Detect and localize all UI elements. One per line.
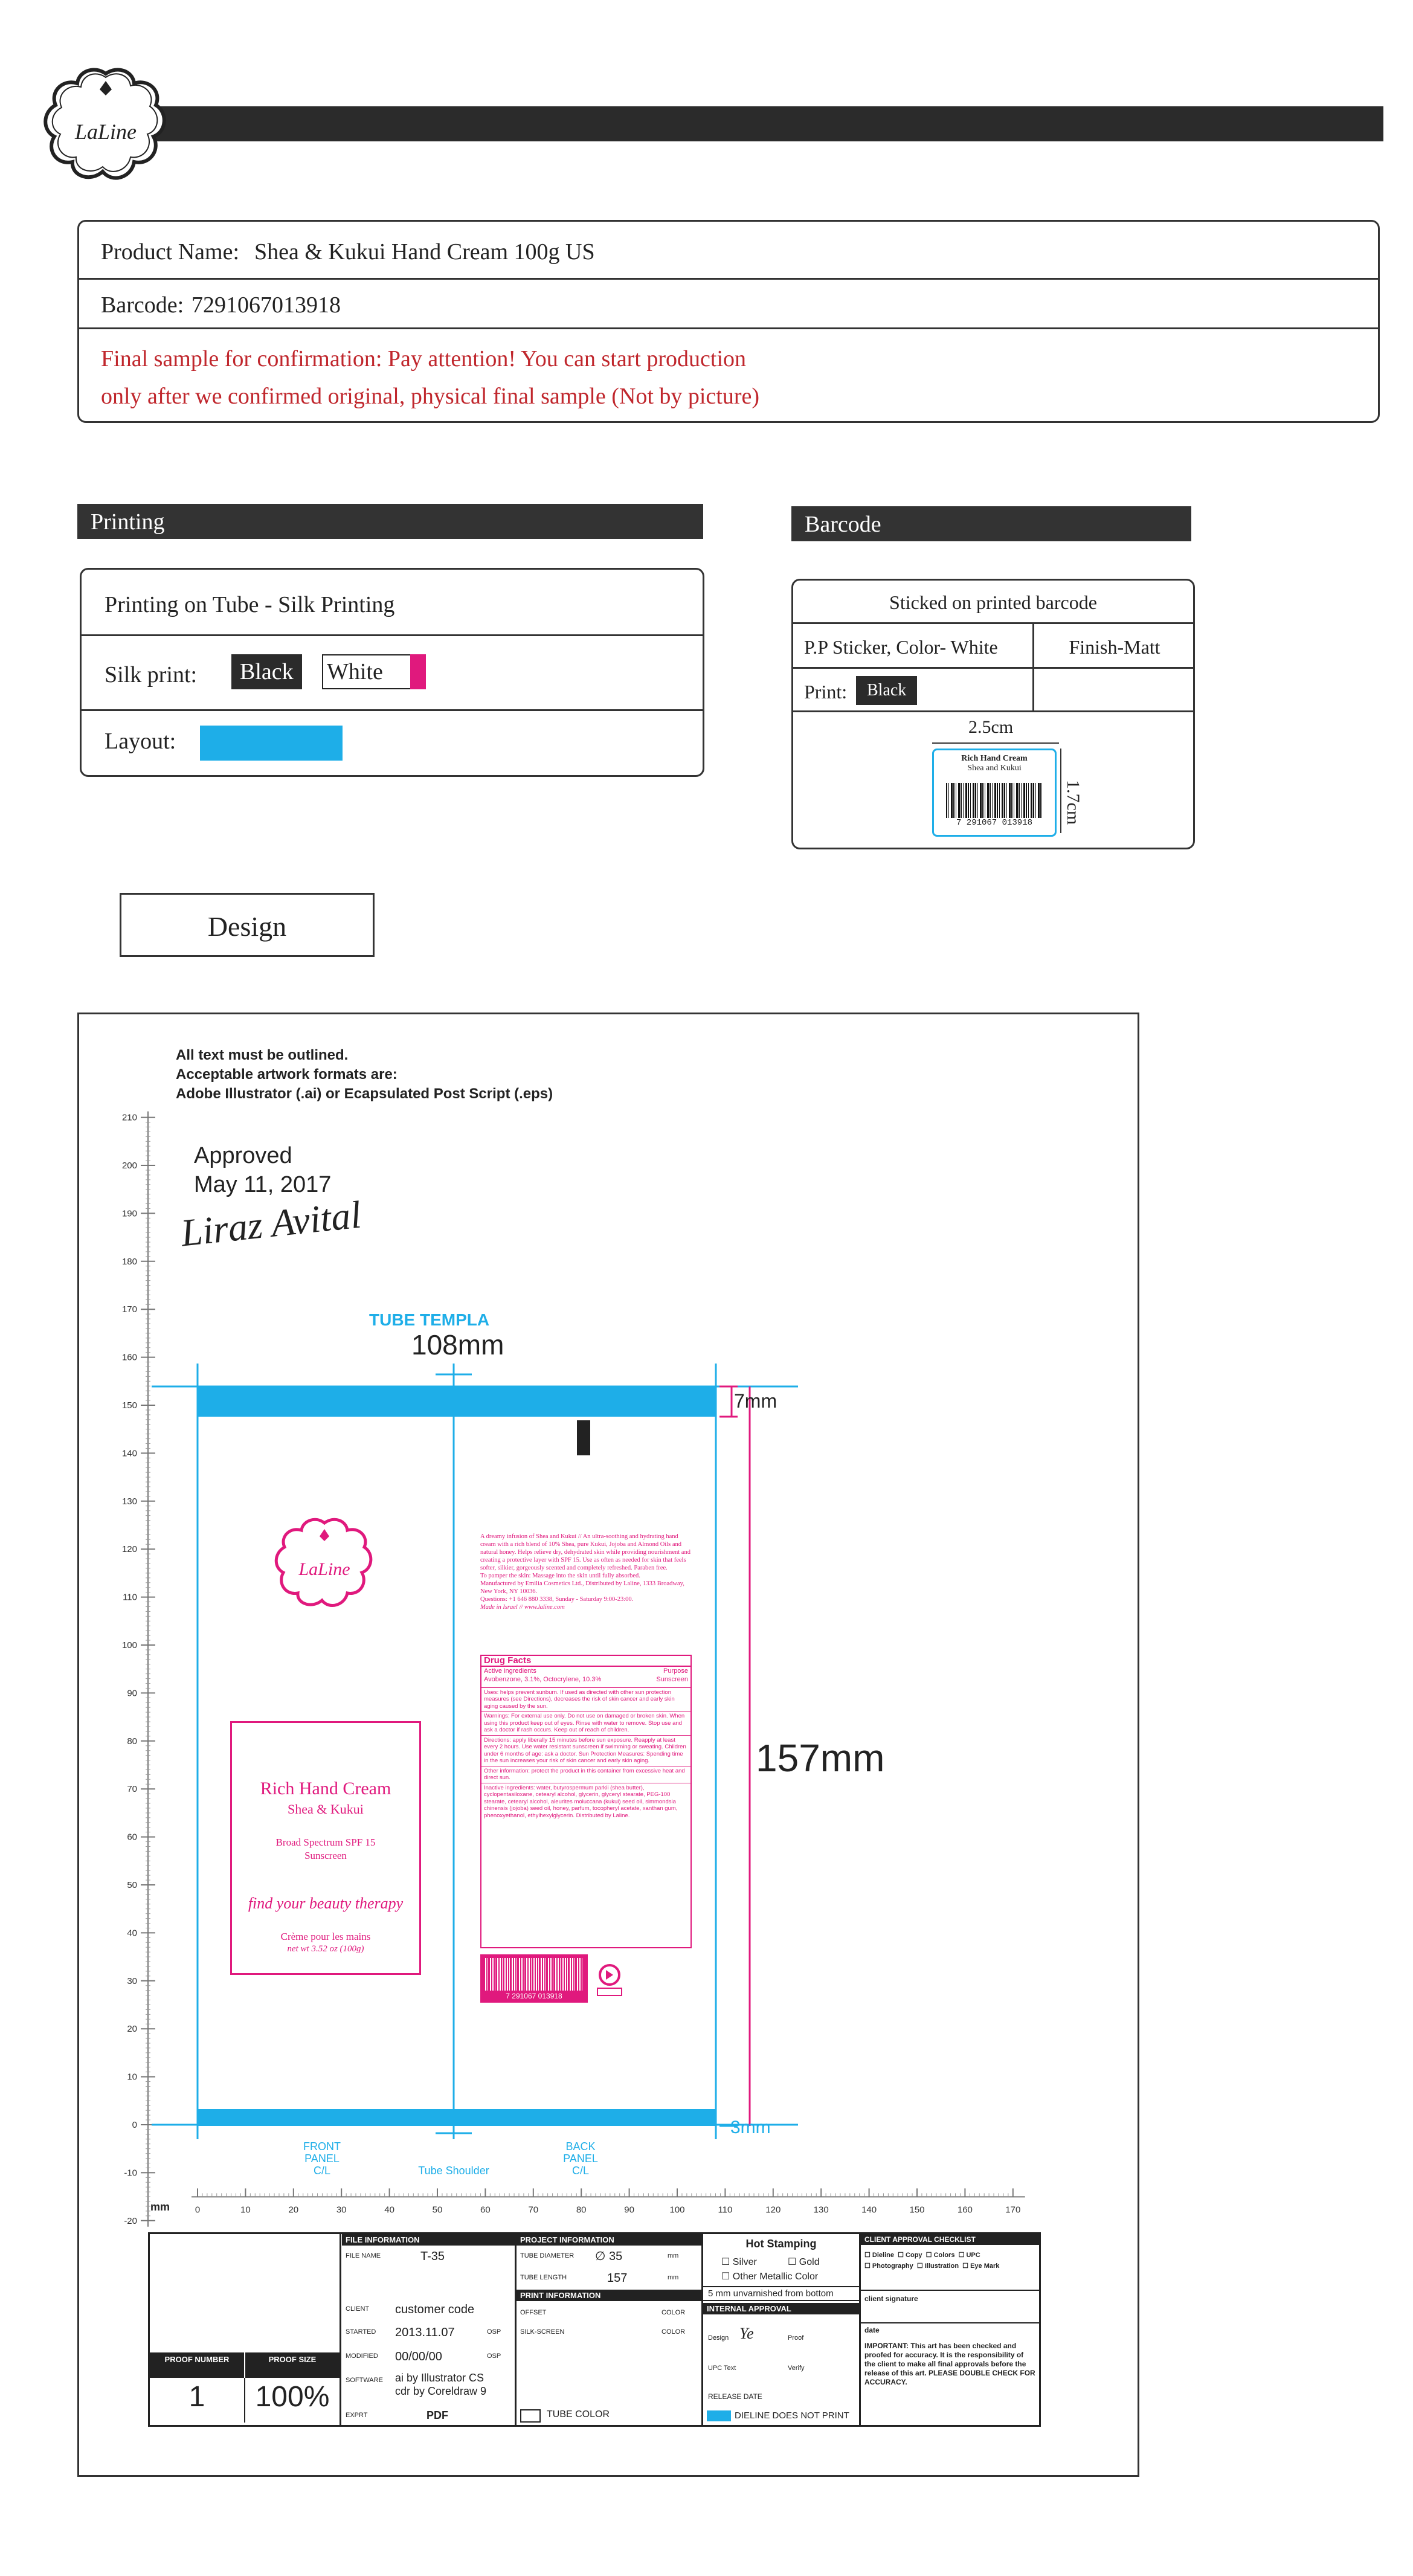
modified-label: MODIFIED (346, 2352, 378, 2360)
sticked-row (793, 581, 1193, 624)
divider (1032, 669, 1034, 712)
swatch-black: Black (231, 654, 302, 689)
header-bar (151, 106, 1383, 141)
proof-size-label: PROOF SIZE (245, 2352, 340, 2378)
project-info-section (517, 2234, 701, 2425)
tube-shoulder-label: Tube Shoulder (418, 2165, 489, 2177)
layout-label: Layout: (105, 729, 176, 754)
sticker-subtitle: Shea and Kukui (967, 764, 1022, 773)
width-dimension: 108mm (411, 1329, 504, 1360)
hot-stamping-title: Hot Stamping (745, 2238, 817, 2250)
checklist-item[interactable]: ☐ UPC (958, 2252, 980, 2259)
approver-signature: Liraz Avital (179, 1193, 364, 1255)
approved-label: Approved (194, 1143, 292, 1168)
height-dimension: 157mm (756, 1736, 885, 1780)
front-panel-logo (274, 1516, 375, 1612)
client-value: customer code (395, 2303, 475, 2316)
barcode-row (79, 280, 1378, 329)
finish-text: Finish-Matt (1069, 636, 1160, 658)
front-spf: Broad Spectrum SPF 15 (275, 1837, 376, 1848)
recycle-icon (594, 1962, 625, 1998)
export-label: EXPRT (346, 2412, 368, 2419)
swatch-pink-chip (410, 654, 426, 689)
design-heading-box (120, 893, 375, 957)
tube-diameter-value: ∅ 35 (595, 2250, 623, 2263)
sticker-row (793, 624, 1193, 669)
checklist-item-label: Colors (933, 2252, 955, 2259)
swatch-white (322, 654, 411, 689)
dieline-note: DIELINE DOES NOT PRINT (735, 2410, 849, 2421)
design-title: Design (207, 911, 287, 942)
y-tick-label: 100 (121, 1640, 137, 1650)
hot-stamping-section (703, 2234, 859, 2425)
proof-number-label: PROOF NUMBER (150, 2352, 244, 2378)
x-axis-ruler (192, 2188, 1025, 2215)
y-tick-label: 90 (127, 1688, 137, 1699)
product-info-box (77, 220, 1380, 423)
unit-mm: mm (668, 2252, 679, 2259)
checklist-header: CLIENT APPROVAL CHECKLIST (861, 2234, 1039, 2245)
modified-value: 00/00/00 (395, 2350, 442, 2363)
front-spf-2: Sunscreen (304, 1850, 347, 1861)
software-label: SOFTWARE (346, 2377, 383, 2384)
x-tick-label: 110 (718, 2204, 733, 2215)
checklist-item[interactable]: ☐ Eye Mark (962, 2262, 1000, 2270)
front-title: Rich Hand Cream (260, 1779, 391, 1798)
software-2: cdr by Coreldraw 9 (395, 2385, 487, 2397)
back-barcode (480, 1954, 588, 2003)
front-subtitle: Shea & Kukui (288, 1802, 364, 1817)
artwork-note-3: Adobe Illustrator (.ai) or Ecapsulated Post Script (.eps) (176, 1086, 553, 1102)
layout-swatch (200, 726, 343, 761)
confirmation-notice (101, 340, 759, 415)
x-tick-label: 100 (669, 2204, 685, 2215)
front-label-line: C/L (313, 2165, 330, 2177)
tube-diameter-label: TUBE DIAMETER (520, 2252, 575, 2259)
artwork-sheet (77, 1013, 1139, 2477)
tube-template-label: TUBE TEMPLA (369, 1310, 490, 1329)
started-label: STARTED (346, 2328, 376, 2336)
tube-color-swatch (520, 2409, 541, 2423)
printing-method-row (82, 570, 703, 636)
print-info-header: PRINT INFORMATION (517, 2290, 701, 2301)
x-tick-label: 140 (861, 2204, 877, 2215)
front-label-line: FRONT (303, 2140, 341, 2153)
silk-print-label: Silk print: (105, 662, 198, 687)
logo-text: LaLine (74, 120, 137, 144)
sticker-title: Rich Hand Cream (961, 754, 1028, 763)
other-metallic-option[interactable]: ☐ Other Metallic Color (721, 2272, 819, 2282)
silkscreen-label: SILK-SCREEN (520, 2328, 565, 2336)
x-tick-label: 160 (957, 2204, 973, 2215)
y-tick-label: 210 (121, 1112, 137, 1123)
sticker-preview (932, 749, 1057, 837)
printing-box (80, 568, 704, 777)
x-tick-label: 80 (576, 2204, 587, 2215)
y-tick-label: 20 (127, 2024, 137, 2035)
checklist-item-label: UPC (966, 2252, 980, 2259)
gold-option[interactable]: ☐ Gold (788, 2257, 820, 2267)
drug-warnings: Warnings: For external use only. Do not use on damaged or broken skin. When using this product keep out of eyes. Rinse with water to remove. Stop use and ask a doctor if rash occurs. Keep out of reach of children. (481, 1711, 690, 1736)
checklist-item-label: Dieline (872, 2252, 894, 2259)
started-value: 2013.11.07 (395, 2326, 455, 2339)
proof-area (150, 2352, 340, 2425)
x-tick-label: 60 (480, 2204, 491, 2215)
y-tick-label: 10 (127, 2072, 137, 2082)
front-net-weight: net wt 3.52 oz (100g) (287, 1944, 364, 1954)
x-tick-label: 10 (240, 2204, 251, 2215)
barcode-number: 7291067013918 (192, 292, 341, 318)
back-label-line: BACK (565, 2140, 596, 2153)
back-intro: A dreamy infusion of Shea and Kukui // An ultra-soothing and hydrating hand cream with a rich blend of 10% Shea, pure Kukui, Jojoba and Almond Oils and natural honey. Helps relieve dry, dehydrated skin while providing nourishment and creating a protective layer with SPF 15. Use as often as needed for skin that feels softer, silkier, gorgeously scented and completely refreshed. Paraben free. (480, 1533, 690, 1571)
x-tick-label: 130 (813, 2204, 829, 2215)
y-tick-label: 170 (121, 1304, 137, 1315)
width-dimension-line (932, 742, 1059, 744)
sticker-digits: 7 291067 013918 (956, 818, 1033, 828)
verify-label: Verify (788, 2365, 805, 2372)
front-panel-label (298, 2140, 346, 2177)
artwork-note-2: Acceptable artwork formats are: (176, 1066, 398, 1083)
tube-length: 157 (607, 2272, 628, 2285)
file-info-header: FILE INFORMATION (342, 2234, 515, 2246)
back-pamper: To pamper the skin: Massage into the skin until fully absorbed. (480, 1573, 640, 1579)
drug-directions: Directions: apply liberally 15 minutes before sun exposure. Reapply at least every 2 hours. Use water resistant sunscreen if swimming or sweating. Children under 6 months of age: ask a doctor. Sun Protection Measures: Spending time in the sun increases your risk of skin cancer and early skin aging. (481, 1736, 690, 1766)
x-tick-label: 20 (288, 2204, 299, 2215)
unvarnished-note: 5 mm unvarnished from bottom (703, 2286, 859, 2301)
purpose-value: Sunscreen (656, 1675, 688, 1683)
artwork-note-1: All text must be outlined. (176, 1047, 349, 1063)
barcode-header (791, 506, 1191, 541)
project-info-header: PROJECT INFORMATION (517, 2234, 701, 2246)
design-initials: Ye (739, 2325, 754, 2342)
notice-line-2: only after we confirmed original, physical final sample (Not by picture) (101, 384, 760, 409)
y-tick-label: 0 (132, 2120, 137, 2130)
printing-title: Printing (91, 509, 165, 535)
printing-header (77, 504, 703, 539)
bottom-band (198, 2109, 716, 2126)
y-tick-label: 80 (127, 1736, 137, 1747)
sticker-text: P.P Sticker, Color- White (804, 636, 998, 658)
printing-method: Printing on Tube - Silk Printing (105, 592, 395, 617)
x-tick-label: 40 (384, 2204, 394, 2215)
print-label: Print: (804, 681, 848, 703)
x-tick-label: 150 (909, 2204, 925, 2215)
tube-length-label: TUBE LENGTH (520, 2274, 567, 2281)
front-french: Crème pour les mains (280, 1931, 371, 1942)
product-name-row (79, 222, 1378, 280)
gold-label: Gold (799, 2257, 820, 2267)
other-metallic-label: Other Metallic Color (732, 2272, 819, 2282)
back-panel-copy (480, 1533, 692, 1611)
checklist-item[interactable]: ☐ Colors (925, 2252, 955, 2259)
client-label: CLIENT (346, 2305, 370, 2313)
back-label-line: C/L (571, 2165, 589, 2177)
approved-date: May 11, 2017 (194, 1172, 332, 1197)
sticker-barcode-bars (946, 783, 1043, 818)
design-label: Design (708, 2334, 729, 2342)
y-tick-label: 60 (127, 1832, 137, 1843)
back-panel-label (556, 2140, 605, 2177)
front-tagline: find your beauty therapy (248, 1895, 404, 1912)
y-tick-label: 130 (121, 1496, 137, 1507)
proof-label: Proof (788, 2334, 804, 2342)
x-tick-label: 0 (195, 2204, 201, 2215)
logo (42, 65, 169, 186)
file-info-section (342, 2234, 515, 2425)
checklist-items (864, 2250, 999, 2272)
back-questions: Questions: +1 646 880 3338, Sunday - Saturday 9:00-23:00. (480, 1596, 634, 1603)
print-color-row (793, 669, 1193, 712)
axis-unit: mm (150, 2201, 170, 2213)
checklist-item[interactable]: ☐ Dieline (864, 2252, 894, 2259)
top-seal-dimension: 7mm (734, 1390, 777, 1412)
x-tick-label: 90 (624, 2204, 634, 2215)
checklist-item[interactable]: ☐ Photography (864, 2262, 913, 2270)
drug-inactive: Inactive ingredients: water, butyrospermum parkii (shea butter), cyclopentasiloxane, cetearyl alcohol, glycerin, glyceryl stearate, PEG-100 stearate, cetearyl alcohol, aleurites moluccana (kukui) seed oil, simmondsia chinensis (jojoba) seed oil, honey, parfum, tocopheryl acetate, xanthan gum, phenoxyethanol, ethylhexylglycerin. Distributed by Laline. (484, 1784, 678, 1819)
y-tick-label: 40 (127, 1928, 137, 1939)
silver-option[interactable]: ☐ Silver (721, 2257, 757, 2267)
product-name: Shea & Kukui Hand Cream 100g US (254, 239, 595, 265)
y-tick-label: 140 (121, 1448, 137, 1459)
important-note: IMPORTANT: This art has been checked and proofed for accuracy. It is the responsibility of the client to make all final approvals before the release of this art. PLEASE DOUBLE CHECK FOR ACCURACY. (864, 2342, 1035, 2386)
color-label: COLOR (661, 2328, 686, 2336)
checklist-item[interactable]: ☐ Copy (898, 2252, 922, 2259)
silk-print-row (82, 636, 703, 711)
drug-uses: Uses: helps prevent sunburn. If used as directed with other sun protection measures (see Directions), decreases the risk of skin cancer and early skin aging caused by the sun. (481, 1688, 690, 1712)
bottom-dimension: 3mm (730, 2117, 771, 2137)
release-date-label: RELEASE DATE (708, 2392, 762, 2401)
title-block (148, 2232, 1041, 2427)
silver-label: Silver (732, 2257, 757, 2267)
front-logo-text: LaLine (298, 1559, 350, 1579)
y-tick-label: -20 (124, 2215, 137, 2226)
y-tick-label: 180 (121, 1256, 137, 1267)
print-color-swatch: Black (856, 676, 917, 705)
sticker-height-label: 1.7cm (1063, 780, 1083, 825)
drug-facts-title: Drug Facts (481, 1656, 690, 1667)
y-tick-label: 200 (121, 1161, 137, 1171)
checklist-item[interactable]: ☐ Illustration (916, 2262, 959, 2270)
drug-other-info: Other information: protect the product in this container from excessive heat and direct sun. (481, 1766, 690, 1783)
y-axis-ruler (122, 1112, 155, 2227)
sticked-text: Sticked on printed barcode (889, 591, 1097, 613)
back-barcode-digits: 7 291067 013918 (506, 1992, 562, 2000)
top-seal-band (198, 1386, 716, 1417)
checklist-item-label: Illustration (924, 2262, 959, 2270)
tube-diameter: 35 (608, 2250, 623, 2263)
swatch-white-label: White (327, 659, 383, 684)
y-tick-label: 70 (127, 1784, 137, 1795)
upc-text-label: UPC Text (708, 2365, 736, 2372)
product-name-label: Product Name: (101, 239, 240, 265)
barcode-label: Barcode: (101, 292, 184, 318)
offset-label: OFFSET (520, 2309, 547, 2316)
software-1: ai by Illustrator CS (395, 2372, 484, 2384)
back-label-line: PANEL (563, 2153, 598, 2165)
x-tick-label: 170 (1005, 2204, 1021, 2215)
x-tick-label: 120 (765, 2204, 781, 2215)
unit-mm: mm (668, 2274, 679, 2281)
sticker-width-label: 2.5cm (968, 717, 1014, 737)
export-value: PDF (426, 2409, 448, 2421)
checklist-item-label: Eye Mark (970, 2262, 1000, 2270)
front-label-panel (230, 1721, 421, 1975)
height-dimension-line (1060, 749, 1061, 833)
y-tick-label: 160 (121, 1352, 137, 1363)
date-label: date (861, 2322, 1039, 2337)
proof-size: 100% (255, 2381, 330, 2413)
back-manufacturer: Manufactured by Emilia Cosmetics Ltd., Distributed by Laline, 1333 Broadway, New York, NY 10036. (480, 1580, 684, 1595)
osp-label: OSP (487, 2352, 501, 2360)
purpose-label: Purpose (663, 1667, 688, 1675)
divider (1032, 624, 1034, 668)
y-tick-label: 120 (121, 1544, 137, 1555)
checklist-item-label: Photography (872, 2262, 913, 2270)
tube-color-label: TUBE COLOR (547, 2409, 610, 2420)
drug-facts-box (480, 1655, 692, 1948)
checklist-item-label: Copy (906, 2252, 922, 2259)
y-tick-label: 110 (123, 1592, 137, 1603)
file-name-label: FILE NAME (346, 2252, 381, 2259)
internal-approval-header: INTERNAL APPROVAL (703, 2303, 859, 2314)
x-tick-label: 50 (432, 2204, 443, 2215)
osp-label: OSP (487, 2328, 501, 2336)
y-tick-label: -10 (124, 2168, 137, 2178)
y-tick-label: 190 (121, 1208, 137, 1219)
proof-number: 1 (188, 2381, 205, 2413)
x-tick-label: 30 (336, 2204, 347, 2215)
color-label: COLOR (661, 2309, 686, 2316)
barcode-title: Barcode (805, 512, 881, 537)
eye-mark (577, 1420, 590, 1455)
client-checklist-section (861, 2234, 1039, 2425)
file-name: T-35 (420, 2250, 445, 2263)
active-ingredients-label: Active ingredients (484, 1667, 536, 1675)
x-tick-label: 70 (528, 2204, 539, 2215)
y-tick-label: 50 (127, 1880, 137, 1890)
front-label-line: PANEL (304, 2153, 340, 2165)
back-made-in: Made in Israel // www.laline.com (480, 1604, 565, 1611)
y-tick-label: 150 (121, 1400, 137, 1411)
client-signature-label: client signature (861, 2290, 1039, 2307)
notice-line-1: Final sample for confirmation: Pay attention! You can start production (101, 346, 747, 372)
barcode-box (791, 579, 1195, 849)
dieline-swatch (707, 2410, 731, 2421)
active-ingredients-value: Avobenzone, 3.1%, Octocrylene, 10.3% (484, 1675, 602, 1683)
y-tick-label: 30 (127, 1975, 137, 1986)
